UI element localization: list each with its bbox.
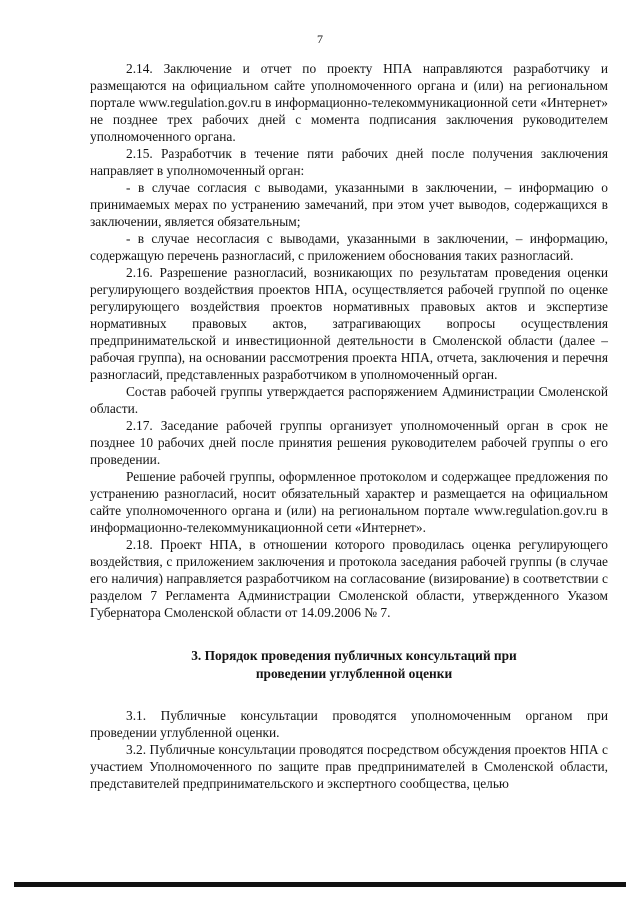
section-3-heading bbox=[90, 647, 608, 683]
paragraph-3-1: 3.1. Публичные консультации проводятся уполномоченным органом при проведении углубленной оценки. bbox=[90, 708, 608, 740]
paragraph-2-15-disagree: - в случае несогласия с выводами, указанными в заключении, – информацию, содержащую перечень разногласий, с приложением обоснования таких разногласий. bbox=[90, 231, 608, 263]
paragraph-2-14: 2.14. Заключение и отчет по проекту НПА направляются разработчику и размещаются на официальном сайте уполномоченного органа и (или) на региональном портале www.regulation.gov.ru в информационно-телекоммуникационной сети «Интернет» не позднее трех рабочих дней с момента подписания заключения руководителем уполномоченного органа. bbox=[90, 61, 608, 144]
paragraph-2-16: 2.16. Разрешение разногласий, возникающих по результатам проведения оценки регулирующего воздействия проектов НПА, осуществляется рабочей группой по оценке регулирующего воздействия проектов нормативных правовых актов и экспертизе нормативных правовых актов, затрагивающих вопросы осуществления предпринимательской и инвестиционной деятельности в Смоленской области (далее – рабочая группа), на основании рассмотрения проекта НПА, отчета, заключения и перечня разногласий, представленных разработчиком в уполномоченный орган. bbox=[90, 265, 608, 382]
document-body bbox=[90, 60, 608, 792]
paragraph-2-18: 2.18. Проект НПА, в отношении которого проводилась оценка регулирующего воздействия, с приложением заключения и протокола заседания рабочей группы (в случае его наличия) направляется разработчиком на согласование (визирование) в соответствии с разделом 7 Регламента Администрации Смоленской области, утвержденного Указом Губернатора Смоленской области от 14.09.2006 № 7. bbox=[90, 537, 608, 620]
paragraph-2-17-decision: Решение рабочей группы, оформленное протоколом и содержащее предложения по устранению разногласий, носит обязательный характер и размещается на официальном сайте уполномоченного органа и (или) на региональном портале www.regulation.gov.ru в информационно-телекоммуникационной сети «Интернет». bbox=[90, 469, 608, 535]
paragraph-3-2: 3.2. Публичные консультации проводятся посредством обсуждения проектов НПА с участием Уполномоченного по защите прав предпринимателей в Смоленской области, представителей предпринимательского и экспертного сообщества, целью bbox=[90, 742, 608, 791]
paragraph-2-16-composition: Состав рабочей группы утверждается распоряжением Администрации Смоленской области. bbox=[90, 384, 608, 416]
section-heading-line-1: 3. Порядок проведения публичных консультаций при bbox=[191, 648, 517, 663]
paragraph-2-17: 2.17. Заседание рабочей группы организует уполномоченный орган в срок не позднее 10 рабочих дней после принятия решения руководителем рабочей группы о его проведении. bbox=[90, 418, 608, 467]
paragraph-2-15: 2.15. Разработчик в течение пяти рабочих дней после получения заключения направляет в уполномоченный орган: bbox=[90, 146, 608, 178]
section-heading-line-2: проведении углубленной оценки bbox=[255, 666, 453, 681]
page-number: 7 bbox=[317, 32, 323, 46]
bottom-scan-border bbox=[14, 882, 626, 887]
paragraph-2-15-agree: - в случае согласия с выводами, указанными в заключении, – информацию о принимаемых мерах по устранению замечаний, при этом учет выводов, содержащихся в заключении, является обязательным; bbox=[90, 180, 608, 229]
